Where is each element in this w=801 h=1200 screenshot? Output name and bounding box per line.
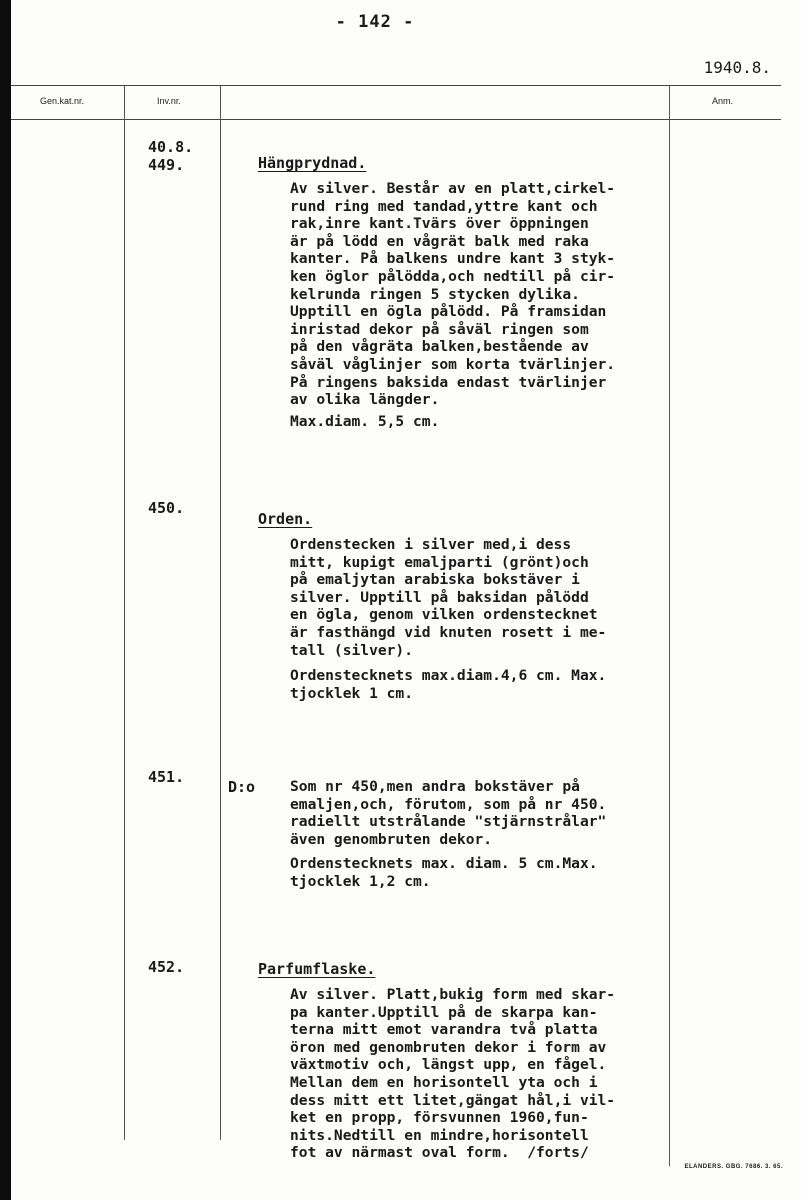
entry-measurements: Max.diam. 5,5 cm.: [290, 413, 440, 430]
inventory-number-449: [148, 138, 193, 174]
column-rule-gen-kat: [124, 86, 125, 1140]
column-rule-inv: [220, 86, 221, 1140]
entry-description: Ordenstecken i silver med,i dess mitt, kupigt emaljparti (grönt)och på emaljytan arabiska bokstäver i silver. Upptill på baksidan pålödd en ögla, genom vilken ordenstecknet är fasthängd vid knuten rosett i me- tall (silver).: [290, 536, 607, 659]
column-label-anm: Anm.: [712, 96, 734, 106]
entry-title: Parfumflaske.: [258, 960, 376, 978]
printer-mark: ELANDERS. GBG. 7686. 3. 65.: [684, 1164, 783, 1170]
header-bottom-rule: [11, 119, 781, 120]
entry-measurements: Ordenstecknets max. diam. 5 cm.Max. tjocklek 1,2 cm.: [290, 855, 598, 890]
ditto-mark: D:o: [228, 778, 256, 796]
year-reference: 1940.8.: [703, 58, 771, 77]
left-margin-bar: [0, 0, 11, 1200]
inventory-number-451: 451.: [148, 768, 185, 786]
header-top-rule: [11, 85, 781, 86]
inventory-number-452: 452.: [148, 958, 185, 976]
entry-description: Som nr 450,men andra bokstäver på emaljen,och, förutom, som på nr 450. radiellt utstrålande "stjärnstrålar" även genombruten dekor.: [290, 778, 607, 848]
column-label-inv-nr: Inv.nr.: [157, 96, 181, 106]
column-label-gen-kat-nr: Gen.kat.nr.: [40, 96, 85, 106]
entry-title: Hängprydnad.: [258, 154, 367, 172]
inventory-number-450: 450.: [148, 499, 185, 517]
inventory-number: 449.: [148, 156, 185, 174]
page-number: - 142 -: [335, 12, 415, 32]
entry-measurements: Ordenstecknets max.diam.4,6 cm. Max. tjocklek 1 cm.: [290, 667, 607, 702]
entry-description: Av silver. Består av en platt,cirkel- rund ring med tandad,yttre kant och rak,inre kant.Tvärs över öppningen är på lödd en vågrät balk med raka kanter. På balkens undre kant 3 styk- ken öglor pålödda,och nedtill på cir- kelrunda ringen 5 stycken dylika. Upptill en ögla pålödd. På framsidan inristad dekor på såväl ringen som på den vågräta balken,bestående av såväl våglinjer som korta tvärlinjer. På ringens baksida endast tvärlinjer av olika längder.: [290, 180, 616, 409]
inventory-date: 40.8.: [148, 138, 194, 156]
entry-title: Orden.: [258, 510, 313, 528]
entry-description: Av silver. Platt,bukig form med skar- pa kanter.Upptill på de skarpa kan- terna mitt emot varandra två platta öron med genombruten dekor i form av växtmotiv och, längst upp, en fågel. Mellan dem en horisontell yta och i dess mitt ett litet,gängat hål,i vil- ket en propp, försvunnen 1960,fun- nits.Nedtill en mindre,horisontell fot av närmast oval form. /forts/: [290, 986, 616, 1162]
